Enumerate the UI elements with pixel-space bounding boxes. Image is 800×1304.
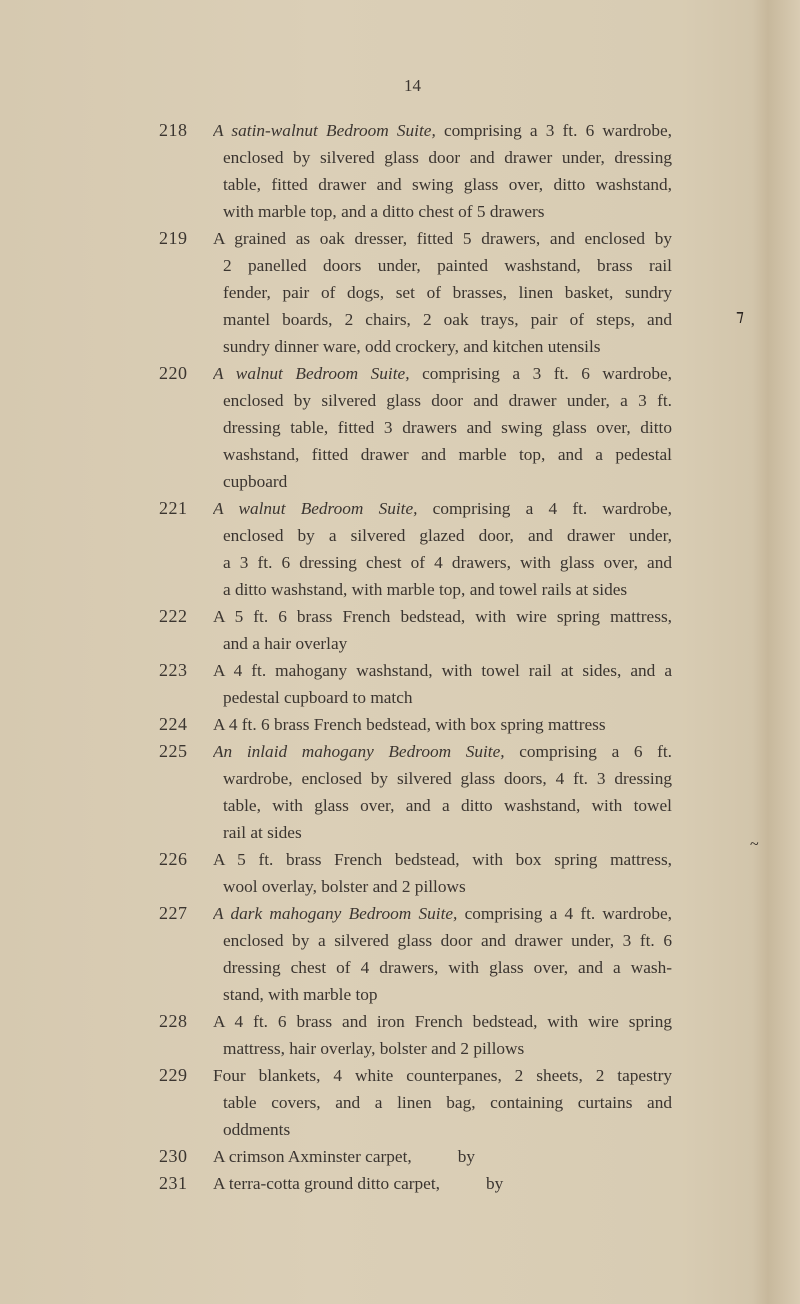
measure-by: by xyxy=(485,1174,504,1193)
lot-number: 219 xyxy=(159,228,188,248)
lot-description-line xyxy=(223,252,672,279)
lot-text: a ditto washstand, with marble top, and towel rails at sides xyxy=(223,580,628,599)
lot-text: sundry dinner ware, odd crockery, and kitchen utensils xyxy=(223,337,601,356)
lot-text: Four blankets, 4 white counterpanes, 2 sheets, 2 tapestry xyxy=(213,1066,672,1085)
lot-title: A satin-walnut Bedroom Suite, xyxy=(213,121,436,140)
lot-entry xyxy=(0,1008,800,1062)
lot-text: mattress, hair overlay, bolster and 2 pillows xyxy=(223,1039,525,1058)
lot-number: 228 xyxy=(159,1011,188,1031)
lot-title: A walnut Bedroom Suite, xyxy=(213,364,410,383)
lot-description-line xyxy=(223,198,672,225)
lot-text: A 4 ft. 6 brass and iron French bedstead, with wire spring xyxy=(213,1012,672,1031)
lot-text: cupboard xyxy=(223,472,288,491)
lot-text: A crimson Axminster carpet, xyxy=(213,1147,412,1166)
lot-text: comprising a 4 ft. wardrobe, xyxy=(417,499,672,518)
lot-text: A grained as oak dresser, fitted 5 drawers, and enclosed by xyxy=(213,229,672,248)
lot-description-line xyxy=(223,522,672,549)
lot-text: mantel boards, 2 chairs, 2 oak trays, pair of steps, and xyxy=(223,310,672,329)
measure-by: by xyxy=(457,1147,475,1166)
lot-description-line xyxy=(213,1062,672,1089)
lot-entry xyxy=(0,846,800,900)
lot-description-line xyxy=(213,495,672,522)
lot-description-line xyxy=(213,657,672,684)
lot-text: 2 panelled doors under, painted washstand, brass rail xyxy=(223,256,672,275)
lot-text: wool overlay, bolster and 2 pillows xyxy=(223,877,466,896)
lot-description-line xyxy=(213,711,672,738)
lot-text: washstand, fitted drawer and marble top, and a pedestal xyxy=(223,445,672,464)
lot-text: comprising a 6 ft. xyxy=(504,742,672,761)
lot-number: 221 xyxy=(159,498,188,518)
lot-entry xyxy=(0,900,800,1008)
lot-number: 227 xyxy=(159,903,188,923)
lot-text: stand, with marble top xyxy=(223,985,378,1004)
lot-description-line xyxy=(223,819,672,846)
lot-text: table, with glass over, and a ditto washstand, with towel xyxy=(223,796,672,815)
lot-description-line xyxy=(213,738,672,765)
lot-entry xyxy=(0,495,800,603)
lot-text: dressing table, fitted 3 drawers and swing glass over, ditto xyxy=(223,418,672,437)
lot-description-line xyxy=(213,225,672,252)
lot-description-line xyxy=(223,630,672,657)
lot-list xyxy=(0,117,800,1197)
lot-description-line xyxy=(223,144,672,171)
lot-text: enclosed by silvered glass door and drawer under, a 3 ft. xyxy=(223,391,672,410)
lot-text: wardrobe, enclosed by silvered glass doors, 4 ft. 3 dressing xyxy=(223,769,672,788)
lot-description-line xyxy=(223,306,672,333)
lot-text: comprising a 4 ft. wardrobe, xyxy=(457,904,672,923)
lot-entry xyxy=(0,603,800,657)
lot-description-line xyxy=(223,873,672,900)
lot-description-line xyxy=(213,900,672,927)
lot-text: comprising a 3 ft. 6 wardrobe, xyxy=(409,364,672,383)
lot-description-line xyxy=(223,333,672,360)
lot-description-line xyxy=(223,468,672,495)
page-number: 14 xyxy=(404,76,421,95)
lot-entry xyxy=(0,738,800,846)
lot-text: with marble top, and a ditto chest of 5 drawers xyxy=(223,202,545,221)
lot-description-line xyxy=(223,441,672,468)
lot-text: enclosed by a silvered glass door and drawer under, 3 ft. 6 xyxy=(223,931,672,950)
lot-entry xyxy=(0,711,800,738)
lot-text: rail at sides xyxy=(223,823,302,842)
lot-description-line xyxy=(223,1116,672,1143)
lot-description-line xyxy=(213,117,672,144)
lot-description-line xyxy=(223,576,672,603)
lot-description-line xyxy=(223,981,672,1008)
lot-number: 231 xyxy=(159,1173,188,1193)
lot-number: 222 xyxy=(159,606,188,626)
margin-mark: ~ xyxy=(750,836,759,853)
lot-description-line xyxy=(223,792,672,819)
lot-description-line xyxy=(213,603,672,630)
lot-description-line xyxy=(223,414,672,441)
lot-description-line xyxy=(223,765,672,792)
lot-entry xyxy=(0,1170,800,1197)
lot-text: pedestal cupboard to match xyxy=(223,688,413,707)
lot-title: A dark mahogany Bedroom Suite, xyxy=(213,904,458,923)
lot-text: fender, pair of dogs, set of brasses, linen basket, sundry xyxy=(223,283,672,302)
lot-title: An inlaid mahogany Bedroom Suite, xyxy=(213,742,505,761)
lot-text: A 5 ft. brass French bedstead, with box spring mattress, xyxy=(213,850,672,869)
lot-description-line xyxy=(213,1143,672,1170)
lot-description-line xyxy=(213,360,672,387)
lot-description-line xyxy=(213,1008,672,1035)
lot-text: A 4 ft. 6 brass French bedstead, with box spring mattress xyxy=(213,715,606,734)
lot-text: a 3 ft. 6 dressing chest of 4 drawers, with glass over, and xyxy=(223,553,672,572)
lot-text: enclosed by silvered glass door and drawer under, dressing xyxy=(223,148,672,167)
lot-description-line xyxy=(213,846,672,873)
lot-number: 218 xyxy=(159,120,188,140)
lot-entry xyxy=(0,360,800,495)
lot-description-line xyxy=(223,1089,672,1116)
lot-description-line xyxy=(223,387,672,414)
lot-number: 229 xyxy=(159,1065,188,1085)
lot-entry xyxy=(0,657,800,711)
lot-text: comprising a 3 ft. 6 wardrobe, xyxy=(435,121,672,140)
lot-entry xyxy=(0,117,800,225)
lot-text: enclosed by a silvered glazed door, and drawer under, xyxy=(223,526,672,545)
lot-text: table, fitted drawer and swing glass over, ditto washstand, xyxy=(223,175,672,194)
lot-description-line xyxy=(223,927,672,954)
lot-number: 230 xyxy=(159,1146,188,1166)
lot-description-line xyxy=(223,171,672,198)
lot-text: A 5 ft. 6 brass French bedstead, with wire spring mattress, xyxy=(213,607,672,626)
lot-description-line xyxy=(223,279,672,306)
lot-description-line xyxy=(223,1035,672,1062)
lot-text: and a hair overlay xyxy=(223,634,348,653)
lot-entry xyxy=(0,1143,800,1170)
lot-number: 223 xyxy=(159,660,188,680)
lot-text: dressing chest of 4 drawers, with glass over, and a wash- xyxy=(223,958,672,977)
lot-text: A terra-cotta ground ditto carpet, xyxy=(213,1174,440,1193)
lot-description-line xyxy=(213,1170,672,1197)
margin-mark: ⁊ xyxy=(736,308,744,325)
lot-title: A walnut Bedroom Suite, xyxy=(213,499,418,518)
lot-number: 226 xyxy=(159,849,188,869)
lot-description-line xyxy=(223,954,672,981)
lot-number: 225 xyxy=(159,741,188,761)
lot-number: 220 xyxy=(159,363,188,383)
lot-text: table covers, and a linen bag, containing curtains and xyxy=(223,1093,672,1112)
lot-entry xyxy=(0,225,800,360)
lot-entry xyxy=(0,1062,800,1143)
lot-description-line xyxy=(223,549,672,576)
lot-description-line xyxy=(223,684,672,711)
lot-text: oddments xyxy=(223,1120,291,1139)
lot-number: 224 xyxy=(159,714,188,734)
lot-text: A 4 ft. mahogany washstand, with towel rail at sides, and a xyxy=(213,661,672,680)
